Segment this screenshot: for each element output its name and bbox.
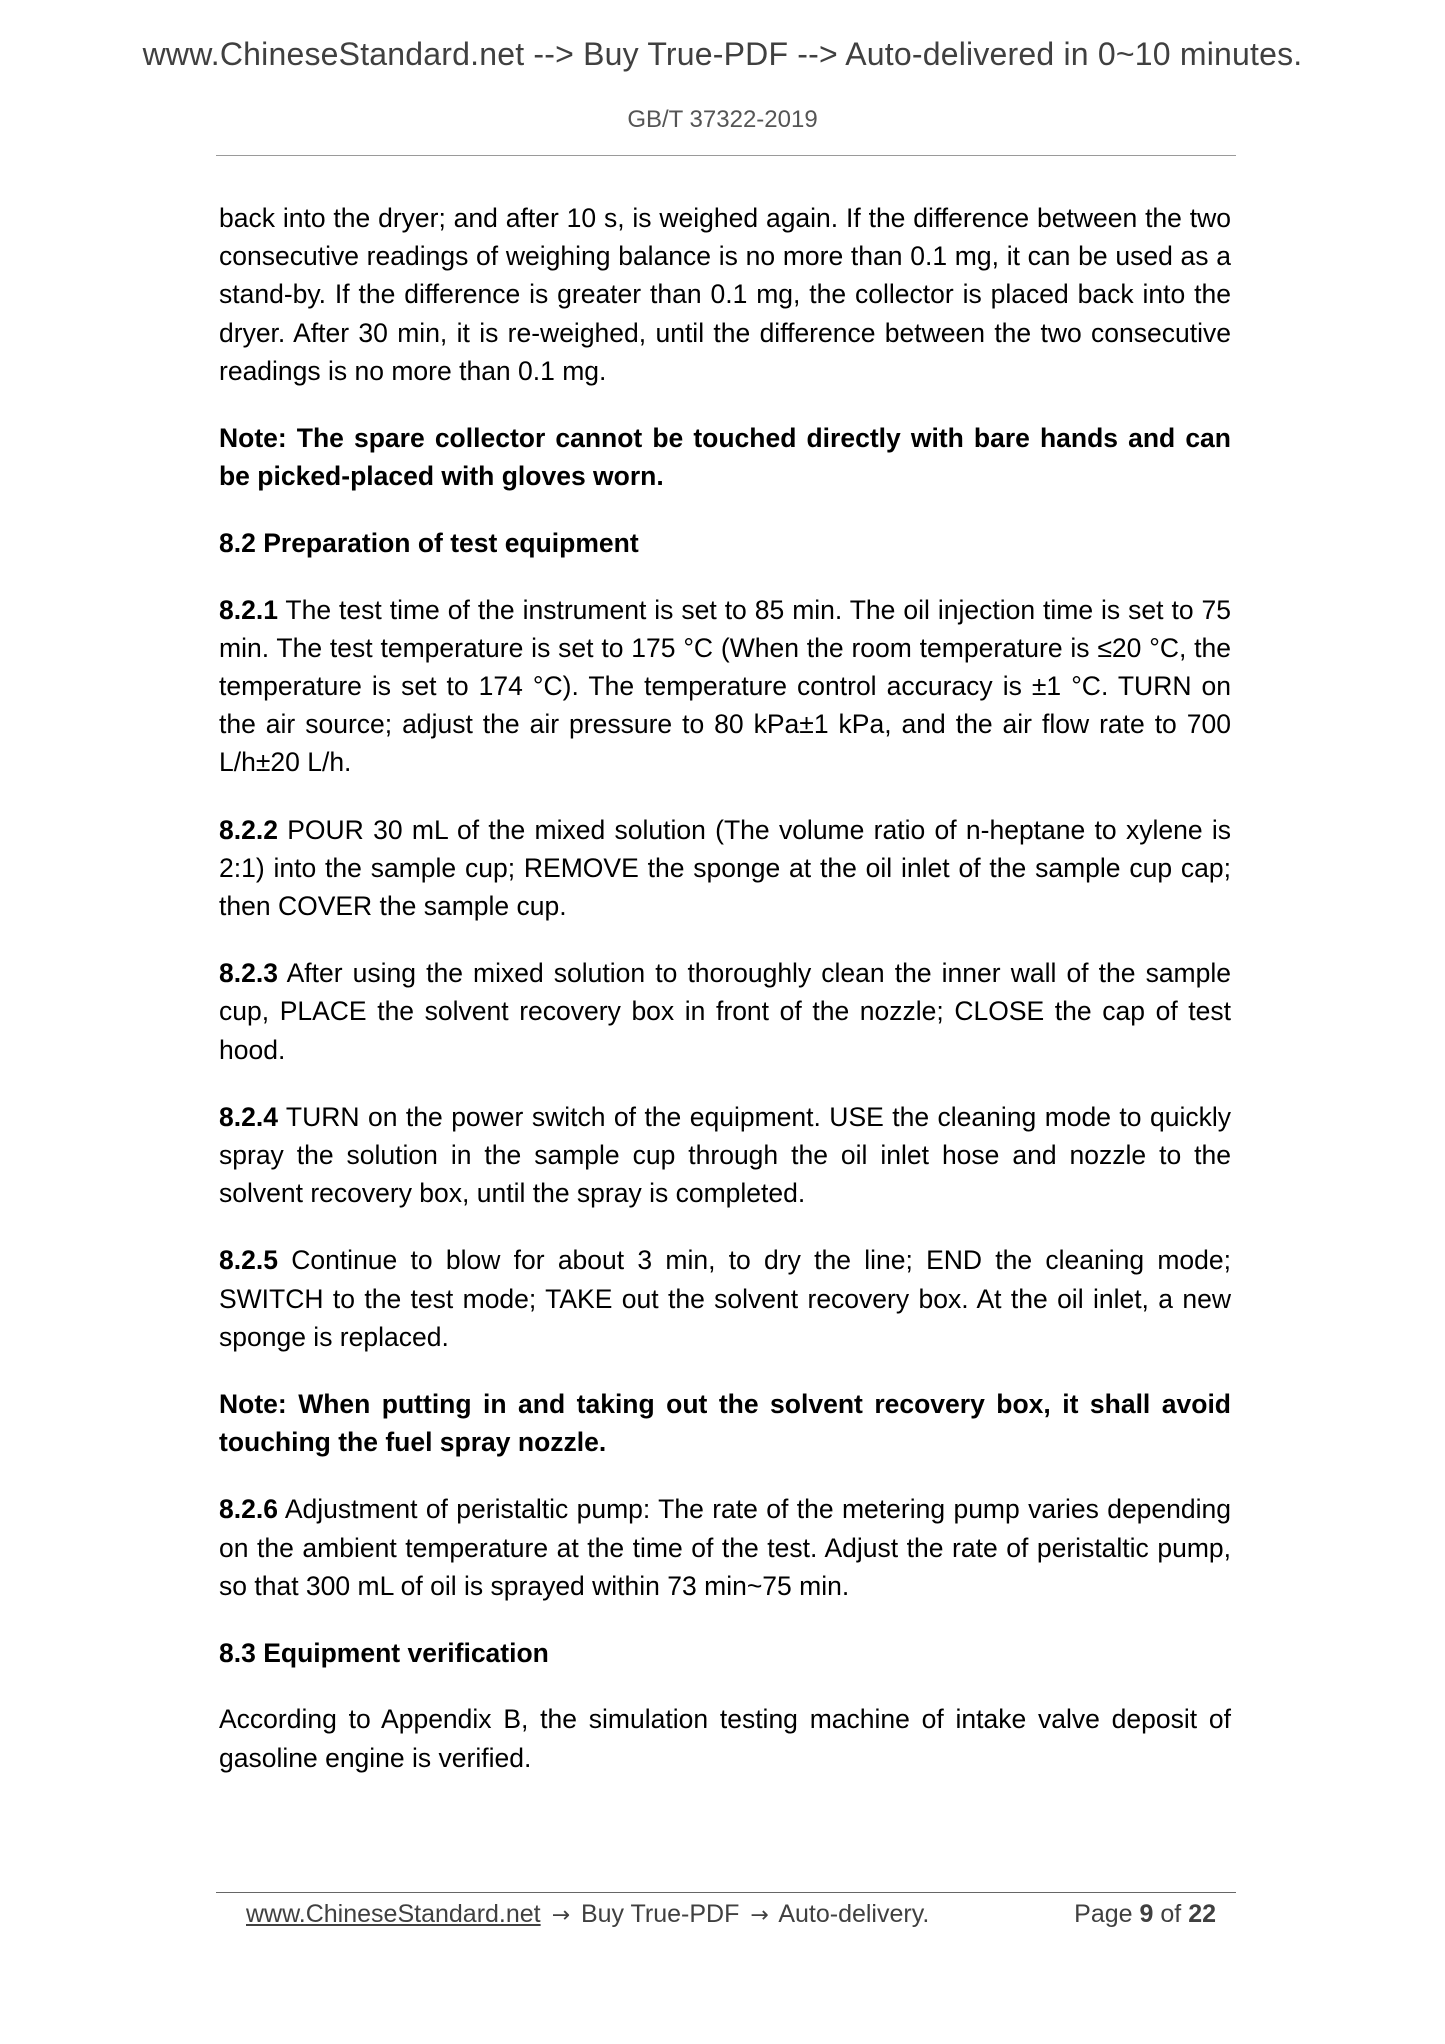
clause-number: 8.2.3 bbox=[219, 958, 278, 989]
clause-8-2-4 bbox=[219, 1098, 1231, 1213]
clause-8-2-2 bbox=[219, 811, 1231, 926]
page-total: 22 bbox=[1188, 1900, 1216, 1928]
clause-number: 8.2.5 bbox=[219, 1245, 278, 1276]
clause-number: 8.2.6 bbox=[219, 1494, 278, 1525]
heading-8-3: 8.3 Equipment verification bbox=[219, 1638, 549, 1669]
clause-number: 8.2.1 bbox=[219, 594, 278, 625]
clause-8-2-1 bbox=[219, 591, 1231, 782]
footer-left bbox=[246, 1900, 929, 1929]
clause-text: The test time of the instrument is set to 85 min. The oil injection time is set to 75 min. The test temperature is set to 175 °C (When the room temperature is ≤20 °C, the temperature is set to 174 °C). The temperature control accuracy is ±1 °C. TURN on the air source; adjust the air pressure to 80 kPa±1 kPa, and the air flow rate to 700 L/h±20 L/h. bbox=[219, 594, 1231, 778]
clause-text: TURN on the power switch of the equipment. USE the cleaning mode to quickly spray the solution in the sample cup through the oil inlet hose and nozzle to the solvent recovery box, until the spray is completed. bbox=[219, 1101, 1231, 1209]
clause-8-2-6 bbox=[219, 1490, 1231, 1605]
clause-text: Continue to blow for about 3 min, to dry the line; END the cleaning mode; SWITCH to the test mode; TAKE out the solvent recovery box. At the oil inlet, a new sponge is replaced. bbox=[219, 1245, 1231, 1352]
clause-number: 8.2.4 bbox=[219, 1101, 278, 1132]
footer-buy-text: Buy True-PDF bbox=[580, 1900, 740, 1928]
page-label: Page bbox=[1074, 1900, 1133, 1928]
right-arrow-icon: → bbox=[551, 1903, 571, 1928]
clause-8-2-5 bbox=[219, 1241, 1231, 1356]
footer-site-link[interactable]: www.ChineseStandard.net bbox=[246, 1900, 541, 1928]
clause-8-2-3 bbox=[219, 954, 1231, 1069]
document-body bbox=[219, 199, 1231, 1806]
standard-code: GB/T 37322-2019 bbox=[627, 106, 818, 133]
clause-number: 8.2.2 bbox=[219, 814, 278, 845]
footer-delivery-text: Auto-delivery. bbox=[778, 1900, 930, 1928]
page-current: 9 bbox=[1139, 1900, 1154, 1928]
heading-8-2: 8.2 Preparation of test equipment bbox=[219, 528, 639, 559]
header-divider bbox=[216, 155, 1236, 156]
clause-text: POUR 30 mL of the mixed solution (The volume ratio of n-heptane to xylene is 2:1) into the sample cup; REMOVE the sponge at the oil inlet of the sample cup cap; then COVER the sample cup. bbox=[219, 814, 1231, 922]
paragraph-8-3: According to Appendix B, the simulation testing machine of intake valve deposit of gasoline engine is verified. bbox=[219, 1704, 1231, 1773]
clause-text: Adjustment of peristaltic pump: The rate of the metering pump varies depending on the ambient temperature at the time of the test. Adjust the rate of peristaltic pump, so that 300 mL of oil is sprayed within 73 min~75 min. bbox=[219, 1494, 1231, 1601]
note-spare-collector: Note: The spare collector cannot be touched directly with bare hands and can be picked-placed with gloves worn. bbox=[219, 423, 1231, 492]
page-footer bbox=[246, 1900, 1216, 1929]
footer-divider bbox=[216, 1892, 1236, 1893]
of-label: of bbox=[1160, 1900, 1182, 1928]
right-arrow-icon: → bbox=[750, 1903, 769, 1928]
paragraph-intro: back into the dryer; and after 10 s, is weighed again. If the difference between the two consecutive readings of weighing balance is no more than 0.1 mg, it can be used as a stand-by. If the difference is greater than 0.1 mg, the collector is placed back into the dryer. After 30 min, it is re-weighed, until the difference between the two consecutive readings is no more than 0.1 mg. bbox=[219, 203, 1231, 386]
top-banner: www.ChineseStandard.net --> Buy True-PDF --> Auto-delivered in 0~10 minutes. bbox=[142, 36, 1303, 72]
note-solvent-box: Note: When putting in and taking out the solvent recovery box, it shall avoid touching the fuel spray nozzle. bbox=[219, 1389, 1231, 1458]
page-number bbox=[1074, 1900, 1216, 1929]
clause-text: After using the mixed solution to thoroughly clean the inner wall of the sample cup, PLACE the solvent recovery box in front of the nozzle; CLOSE the cap of test hood. bbox=[219, 958, 1231, 1065]
